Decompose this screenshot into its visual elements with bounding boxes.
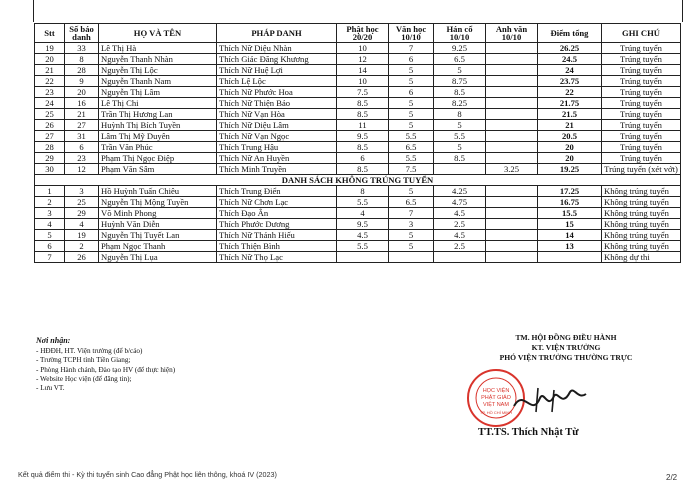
- cell-av: 3.25: [486, 164, 538, 175]
- cell-av: [486, 131, 538, 142]
- cell-total: 14: [538, 230, 602, 241]
- cell-vh: 7: [389, 43, 434, 54]
- cell-sbd: 20: [65, 87, 99, 98]
- cell-dharma: Thích Nữ Vạn Ngọc: [217, 131, 337, 142]
- cell-ph: 8.5: [337, 164, 389, 175]
- cell-sbd: 2: [65, 241, 99, 252]
- cell-note: Trúng tuyển: [602, 87, 681, 98]
- cell-av: [486, 241, 538, 252]
- cell-name: Lê Thị Chi: [99, 98, 217, 109]
- cell-hc: [434, 252, 486, 263]
- table-row: [35, 76, 681, 87]
- cell-hc: 8.75: [434, 76, 486, 87]
- cell-av: [486, 208, 538, 219]
- cell-av: [486, 43, 538, 54]
- official-seal-and-signature: [466, 368, 596, 428]
- cell-stt: 25: [35, 109, 65, 120]
- cell-note: Không trúng tuyển: [602, 230, 681, 241]
- cell-name: Huỳnh Văn Diễn: [99, 219, 217, 230]
- cell-stt: 21: [35, 65, 65, 76]
- cell-vh: 5.5: [389, 153, 434, 164]
- cell-dharma: Thích Đạo Ân: [217, 208, 337, 219]
- cell-total: 20: [538, 153, 602, 164]
- table-row: [35, 65, 681, 76]
- cell-total: 26.25: [538, 43, 602, 54]
- table-row: [35, 186, 681, 197]
- recipients-title: Nơi nhận:: [36, 336, 71, 345]
- header-diem-tong: Điểm tổng: [538, 24, 602, 43]
- cell-stt: 26: [35, 120, 65, 131]
- cell-dharma: Thích Nữ Diệu Nhàn: [217, 43, 337, 54]
- cell-av: [486, 87, 538, 98]
- cell-av: [486, 120, 538, 131]
- cell-sbd: 31: [65, 131, 99, 142]
- cell-name: Phạm Thị Ngọc Điệp: [99, 153, 217, 164]
- table-row: [35, 120, 681, 131]
- cell-name: Võ Minh Phong: [99, 208, 217, 219]
- cell-total: 17.25: [538, 186, 602, 197]
- cell-name: Trần Thị Hương Lan: [99, 109, 217, 120]
- cell-hc: 5: [434, 120, 486, 131]
- table-row: [35, 164, 681, 175]
- cell-sbd: 19: [65, 230, 99, 241]
- cell-vh: 6.5: [389, 197, 434, 208]
- cell-ph: 5.5: [337, 241, 389, 252]
- cell-ph: 14: [337, 65, 389, 76]
- signature-line-3: PHÓ VIỆN TRƯỞNG THƯỜNG TRỰC: [499, 353, 633, 362]
- cell-hc: 2.5: [434, 241, 486, 252]
- cell-av: [486, 142, 538, 153]
- cell-note: Không trúng tuyển: [602, 197, 681, 208]
- cell-vh: 5: [389, 230, 434, 241]
- cell-ph: 8: [337, 186, 389, 197]
- cell-note: Không trúng tuyển: [602, 219, 681, 230]
- svg-text:PHẬT GIÁO: PHẬT GIÁO: [481, 395, 511, 401]
- recipient-item: - Trường TCPH tỉnh Tiền Giang;: [36, 356, 131, 365]
- cell-dharma: Thích Nữ Phước Hoa: [217, 87, 337, 98]
- cell-ph: 9.5: [337, 219, 389, 230]
- table-row: [35, 241, 681, 252]
- cell-total: 20: [538, 142, 602, 153]
- cell-dharma: Thích Nữ Vạn Hòa: [217, 109, 337, 120]
- cell-note: Không trúng tuyển: [602, 241, 681, 252]
- cell-hc: 4.25: [434, 186, 486, 197]
- cell-stt: 30: [35, 164, 65, 175]
- header-ho-ten: HỌ VÀ TÊN: [99, 24, 217, 43]
- cell-name: Hồ Huỳnh Tuấn Chiêu: [99, 186, 217, 197]
- cell-sbd: 8: [65, 54, 99, 65]
- cell-sbd: 6: [65, 142, 99, 153]
- header-ghi-chu: GHI CHÚ: [602, 24, 681, 43]
- cell-note: Không trúng tuyển: [602, 186, 681, 197]
- cell-stt: 27: [35, 131, 65, 142]
- cell-dharma: Thích Minh Truyền: [217, 164, 337, 175]
- cell-dharma: Thích Trung Điển: [217, 186, 337, 197]
- cell-stt: 19: [35, 43, 65, 54]
- table-header-row: [35, 24, 681, 43]
- cell-sbd: 27: [65, 120, 99, 131]
- signature-line-2: KT. VIỆN TRƯỞNG: [531, 343, 601, 352]
- svg-text:VIỆT NAM: VIỆT NAM: [483, 402, 509, 408]
- cell-stt: 3: [35, 208, 65, 219]
- cell-vh: 3: [389, 219, 434, 230]
- footer-text: Kết quả điểm thi - Kỳ thi tuyển sinh Cao đẳng Phật học liên thông, khoá IV (2023): [18, 470, 277, 479]
- cell-total: 24: [538, 65, 602, 76]
- cell-total: 20.5: [538, 131, 602, 142]
- cell-av: [486, 197, 538, 208]
- cell-hc: 4.75: [434, 197, 486, 208]
- section-title-row: [35, 175, 681, 186]
- cell-vh: 6: [389, 87, 434, 98]
- cell-vh: 6.5: [389, 142, 434, 153]
- header-van-hoc: Văn học 10/10: [389, 24, 434, 43]
- cell-dharma: Thích Trung Hậu: [217, 142, 337, 153]
- cell-hc: 5.5: [434, 131, 486, 142]
- cell-hc: 8.5: [434, 153, 486, 164]
- cell-name: Trần Văn Phúc: [99, 142, 217, 153]
- cell-sbd: 9: [65, 76, 99, 87]
- cell-hc: 5: [434, 142, 486, 153]
- table-row: [35, 131, 681, 142]
- signer-name: TT.TS. Thích Nhật Từ: [478, 427, 579, 438]
- cell-note: Trúng tuyển: [602, 142, 681, 153]
- table-row: [35, 87, 681, 98]
- cell-note: Không trúng tuyển: [602, 208, 681, 219]
- cell-sbd: 21: [65, 109, 99, 120]
- cell-dharma: Thích Nữ Huệ Lợi: [217, 65, 337, 76]
- cell-name: Nguyễn Thanh Nhàn: [99, 54, 217, 65]
- cell-stt: 7: [35, 252, 65, 263]
- cell-hc: 8.25: [434, 98, 486, 109]
- cell-av: [486, 109, 538, 120]
- cell-total: 15.5: [538, 208, 602, 219]
- cell-name: Huỳnh Thị Bích Tuyền: [99, 120, 217, 131]
- header-phap-danh: PHÁP DANH: [217, 24, 337, 43]
- cell-vh: 5.5: [389, 131, 434, 142]
- cell-note: Trúng tuyển: [602, 54, 681, 65]
- signature-line-1: TM. HỘI ĐỒNG ĐIỀU HÀNH: [515, 333, 617, 342]
- table-row: [35, 142, 681, 153]
- cell-ph: 10: [337, 76, 389, 87]
- page-number: 2/2: [666, 473, 678, 482]
- cell-stt: 22: [35, 76, 65, 87]
- cell-note: Trúng tuyển: [602, 153, 681, 164]
- cell-av: [486, 153, 538, 164]
- table-row: [35, 43, 681, 54]
- cell-sbd: 28: [65, 65, 99, 76]
- cell-vh: 7: [389, 208, 434, 219]
- header-han-co: Hán cổ 10/10: [434, 24, 486, 43]
- cell-note: Không dự thi: [602, 252, 681, 263]
- section-title: DANH SÁCH KHÔNG TRÚNG TUYỂN: [35, 175, 681, 186]
- svg-text:TP. HỒ CHÍ MINH: TP. HỒ CHÍ MINH: [479, 410, 513, 415]
- cell-name: Nguyễn Thị Mộng Tuyền: [99, 197, 217, 208]
- cell-ph: [337, 252, 389, 263]
- cell-av: [486, 219, 538, 230]
- cell-sbd: 12: [65, 164, 99, 175]
- cell-sbd: 4: [65, 219, 99, 230]
- header-stt: Stt: [35, 24, 65, 43]
- cell-sbd: 3: [65, 186, 99, 197]
- cell-dharma: Thích Nữ Thiện Bảo: [217, 98, 337, 109]
- table-row: [35, 252, 681, 263]
- cell-stt: 24: [35, 98, 65, 109]
- cell-hc: 4.5: [434, 208, 486, 219]
- cell-note: Trúng tuyển: [602, 120, 681, 131]
- cell-sbd: 29: [65, 208, 99, 219]
- cell-name: Phạm Ngọc Thanh: [99, 241, 217, 252]
- cell-total: 16.75: [538, 197, 602, 208]
- header-anh-van: Anh văn 10/10: [486, 24, 538, 43]
- cell-dharma: Thích Thiện Bình: [217, 241, 337, 252]
- cell-ph: 5.5: [337, 197, 389, 208]
- header-phat-hoc: Phật học 20/20: [337, 24, 389, 43]
- cell-hc: 8.5: [434, 87, 486, 98]
- cell-dharma: Thích Giác Đăng Khương: [217, 54, 337, 65]
- cell-hc: 6.5: [434, 54, 486, 65]
- table-row: [35, 219, 681, 230]
- cell-av: [486, 54, 538, 65]
- cell-total: 19.25: [538, 164, 602, 175]
- cell-total: 21: [538, 120, 602, 131]
- top-margin-lines: [33, 0, 683, 22]
- cell-ph: 8.5: [337, 142, 389, 153]
- cell-dharma: Thích Nữ Diệu Lâm: [217, 120, 337, 131]
- cell-stt: 6: [35, 241, 65, 252]
- header-so-bao-danh: Số báo danh: [65, 24, 99, 43]
- cell-note: Trúng tuyển: [602, 109, 681, 120]
- cell-total: 15: [538, 219, 602, 230]
- cell-hc: 2.5: [434, 219, 486, 230]
- cell-vh: [389, 252, 434, 263]
- cell-dharma: Thích Nữ Chơn Lạc: [217, 197, 337, 208]
- svg-text:HỌC VIỆN: HỌC VIỆN: [482, 388, 510, 394]
- cell-vh: 5: [389, 65, 434, 76]
- table-row: [35, 109, 681, 120]
- cell-ph: 9.5: [337, 131, 389, 142]
- cell-ph: 10: [337, 43, 389, 54]
- cell-dharma: Thích Phước Dương: [217, 219, 337, 230]
- cell-name: Lê Thị Hà: [99, 43, 217, 54]
- cell-dharma: Thích Nữ An Huyền: [217, 153, 337, 164]
- cell-av: [486, 98, 538, 109]
- cell-note: Trúng tuyển: [602, 76, 681, 87]
- cell-note: Trúng tuyển: [602, 98, 681, 109]
- cell-stt: 23: [35, 87, 65, 98]
- cell-dharma: Thích Nữ Thọ Lạc: [217, 252, 337, 263]
- cell-vh: 6: [389, 54, 434, 65]
- cell-stt: 29: [35, 153, 65, 164]
- cell-name: Nguyễn Thị Tuyết Lan: [99, 230, 217, 241]
- cell-ph: 7.5: [337, 87, 389, 98]
- cell-sbd: 16: [65, 98, 99, 109]
- table-row: [35, 230, 681, 241]
- cell-ph: 4.5: [337, 230, 389, 241]
- cell-hc: 5: [434, 65, 486, 76]
- cell-total: 21.5: [538, 109, 602, 120]
- recipients-block: [36, 336, 175, 393]
- cell-total: 21.75: [538, 98, 602, 109]
- cell-stt: 2: [35, 197, 65, 208]
- table-row: [35, 197, 681, 208]
- cell-stt: 28: [35, 142, 65, 153]
- cell-name: Nguyễn Thị Lộc: [99, 65, 217, 76]
- cell-vh: 5: [389, 76, 434, 87]
- cell-hc: 9.25: [434, 43, 486, 54]
- cell-note: Trúng tuyển: [602, 131, 681, 142]
- cell-vh: 5: [389, 109, 434, 120]
- cell-sbd: 26: [65, 252, 99, 263]
- cell-name: Nguyễn Thanh Nam: [99, 76, 217, 87]
- recipient-item: - Lưu VT.: [36, 384, 65, 393]
- cell-hc: 8: [434, 109, 486, 120]
- cell-av: [486, 76, 538, 87]
- cell-hc: 4.5: [434, 230, 486, 241]
- cell-ph: 8.5: [337, 109, 389, 120]
- cell-stt: 1: [35, 186, 65, 197]
- cell-total: 22: [538, 87, 602, 98]
- cell-note: Trúng tuyển: [602, 43, 681, 54]
- cell-ph: 4: [337, 208, 389, 219]
- cell-note: Trúng tuyển: [602, 65, 681, 76]
- cell-vh: 5: [389, 241, 434, 252]
- cell-av: [486, 230, 538, 241]
- cell-ph: 6: [337, 153, 389, 164]
- recipient-item: - Phòng Hành chánh, Đào tạo HV (để thực hiện): [36, 365, 176, 374]
- cell-name: Nguyễn Thị Lụa: [99, 252, 217, 263]
- cell-total: [538, 252, 602, 263]
- cell-stt: 5: [35, 230, 65, 241]
- cell-dharma: Thích Lệ Lộc: [217, 76, 337, 87]
- cell-name: Phạm Văn Sâm: [99, 164, 217, 175]
- table-row: [35, 54, 681, 65]
- cell-note: Trúng tuyển (xét vớt): [602, 164, 681, 175]
- cell-dharma: Thích Nữ Thánh Hiếu: [217, 230, 337, 241]
- cell-ph: 11: [337, 120, 389, 131]
- cell-vh: 7.5: [389, 164, 434, 175]
- cell-sbd: 25: [65, 197, 99, 208]
- cell-stt: 4: [35, 219, 65, 230]
- table-row: [35, 208, 681, 219]
- cell-name: Nguyễn Thị Lâm: [99, 87, 217, 98]
- cell-total: 13: [538, 241, 602, 252]
- cell-name: Lâm Thị Mỹ Duyên: [99, 131, 217, 142]
- recipient-item: - HĐĐH, HT. Viện trưởng (để b/cáo): [36, 347, 143, 356]
- cell-total: 24.5: [538, 54, 602, 65]
- signature-block: [466, 333, 666, 363]
- cell-sbd: 33: [65, 43, 99, 54]
- cell-vh: 5: [389, 98, 434, 109]
- cell-vh: 5: [389, 120, 434, 131]
- cell-av: [486, 252, 538, 263]
- cell-ph: 8.5: [337, 98, 389, 109]
- cell-sbd: 23: [65, 153, 99, 164]
- table-row: [35, 153, 681, 164]
- cell-total: 23.75: [538, 76, 602, 87]
- recipient-item: - Website Học viện (để đăng tin);: [36, 374, 132, 383]
- cell-av: [486, 65, 538, 76]
- table-row: [35, 98, 681, 109]
- results-table: [34, 23, 681, 263]
- cell-ph: 12: [337, 54, 389, 65]
- cell-vh: 5: [389, 186, 434, 197]
- cell-hc: [434, 164, 486, 175]
- cell-av: [486, 186, 538, 197]
- cell-stt: 20: [35, 54, 65, 65]
